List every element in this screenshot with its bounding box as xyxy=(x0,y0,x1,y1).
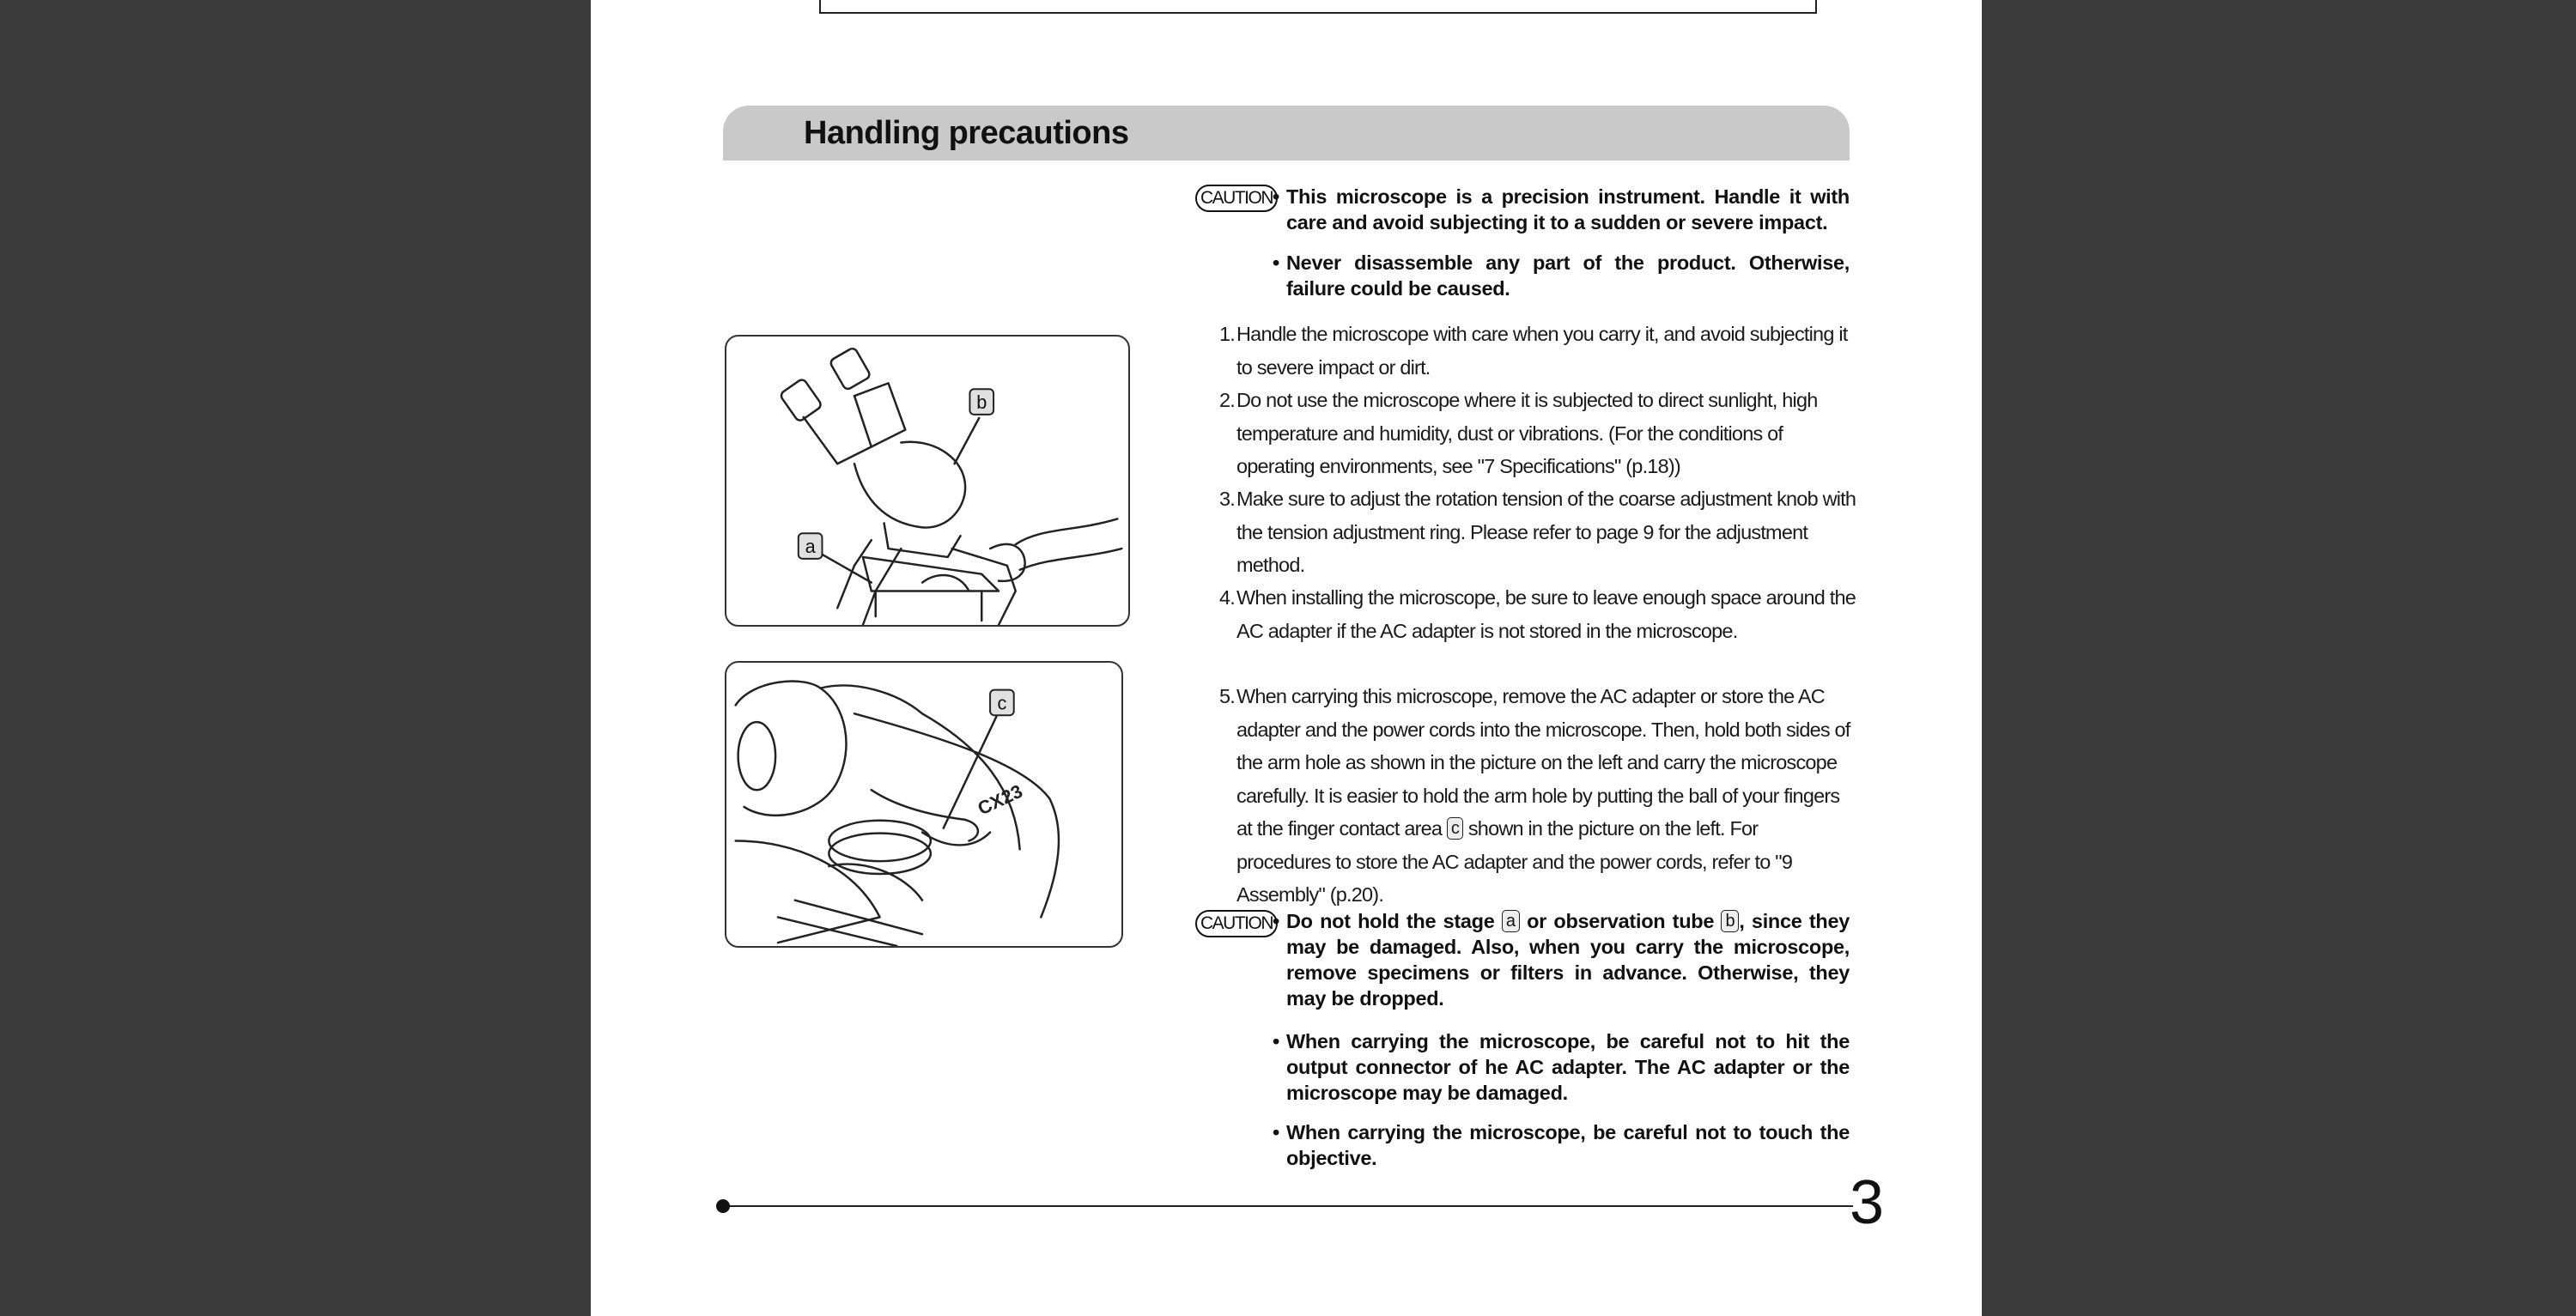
section-title: Handling precautions xyxy=(804,115,1129,151)
figure-arm-hole xyxy=(725,661,1123,948)
top-frame-remnant xyxy=(819,0,1817,14)
footer-rule-dot xyxy=(716,1199,730,1213)
list-item-3: 3. Make sure to adjust the rotation tension of the coarse adjustment knob with the tension adjustment ring. Please refer to page 9 for the adjustment method. xyxy=(1219,488,1856,576)
caution-bottom-1: • Do not hold the stage a or observation tube b , since they may be damaged. Also, when you carry the microscope, remove specimens or filters in advance. Otherwise, they may be dropped. xyxy=(1273,910,1850,1010)
footer-rule xyxy=(723,1205,1853,1207)
figure-label-c: c xyxy=(997,692,1007,714)
callout-tag-a: a xyxy=(1502,910,1520,932)
caution-top-2: • Never disassemble any part of the product. Otherwise, failure could be caused. xyxy=(1273,252,1850,300)
list-item-4: 4. When installing the microscope, be sure to leave enough space around the AC adapter if the AC adapter is not stored in the microscope. xyxy=(1219,586,1856,642)
callout-tag-b: b xyxy=(1721,910,1739,932)
figure-microscope-carry xyxy=(725,335,1130,627)
document-page xyxy=(591,0,1982,1316)
caution-bottom-2: • When carrying the microscope, be careful not to hit the output connector of he AC adapter. The AC adapter or the microscope may be damaged. xyxy=(1273,1030,1850,1104)
caution-badge-top: CAUTION xyxy=(1195,185,1278,212)
microscope-illustration-2 xyxy=(726,663,1121,946)
callout-tag-c: c xyxy=(1447,817,1463,840)
figure-label-b: b xyxy=(976,391,987,413)
list-item-5: 5. When carrying this microscope, remove the AC adapter or store the AC adapter and the power cords into the microscope. Then, hold both sides of the arm hole as shown in the picture on the left and carry the microscope carefully. It is easier to hold the arm hole by putting the ball of your fingers at the finger contact area c shown in the picture on the left. For procedures to store the AC adapter and the power cords, refer to "9 Assembly" (p.20). xyxy=(1219,685,1850,906)
figure-label-a: a xyxy=(805,536,816,557)
page-number: 3 xyxy=(1850,1168,1885,1237)
list-item-1: 1. Handle the microscope with care when you carry it, and avoid subjecting it to severe impact or dirt. xyxy=(1219,323,1848,379)
microscope-illustration-1 xyxy=(726,337,1128,625)
caution-bottom-3: • When carrying the microscope, be careful not to touch the objective. xyxy=(1273,1121,1850,1169)
caution-badge-bottom: CAUTION xyxy=(1195,910,1278,937)
caution-top-1: • This microscope is a precision instrument. Handle it with care and avoid subjecting it to a sudden or severe impact. xyxy=(1273,185,1850,233)
list-item-2: 2. Do not use the microscope where it is subjected to direct sunlight, high temperature and humidity, dust or vibrations. (For the conditions of operating environments, see "7 Specifications" (p.18)) xyxy=(1219,389,1818,477)
brand-mark: CX23 xyxy=(974,779,1026,820)
